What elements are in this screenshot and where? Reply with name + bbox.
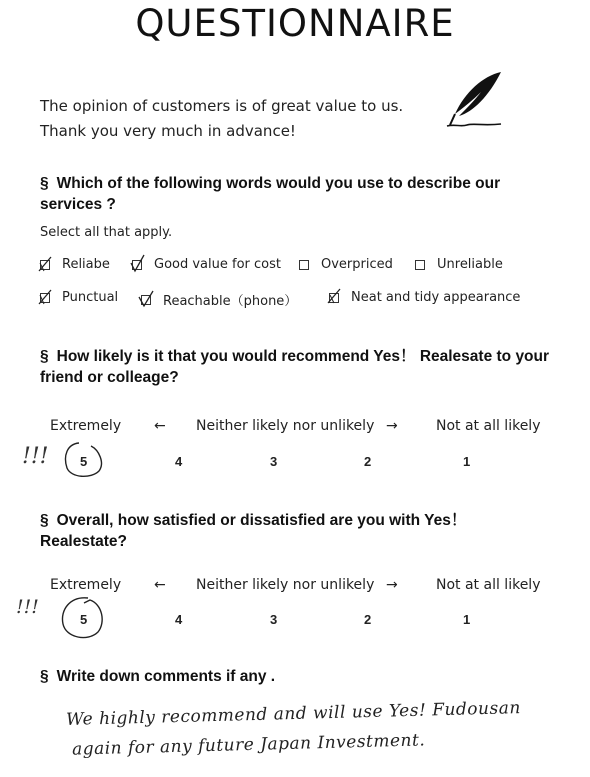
rating-1[interactable]: 1 — [463, 454, 471, 469]
page-title: QUESTIONNAIRE — [135, 2, 455, 45]
option-unreliable[interactable] — [415, 257, 503, 272]
section-mark: § — [40, 348, 49, 365]
question-4-text: Write down comments if any . — [56, 668, 276, 685]
handwritten-comment-line-2: again for any future Japan Investment. — [71, 730, 426, 760]
option-label: Overpriced — [321, 257, 393, 272]
rating-2[interactable]: 2 — [364, 454, 372, 469]
handwritten-exclamations: !!! — [16, 596, 39, 618]
question-2 — [40, 346, 550, 388]
option-label: Reliabe — [62, 257, 110, 272]
arrow-right-icon: → — [386, 418, 398, 434]
checkbox-unchecked[interactable] — [415, 260, 425, 270]
option-label: Punctual — [62, 290, 119, 305]
rating-4[interactable]: 4 — [175, 612, 183, 627]
question-3-text: Overall, how satisfied or dissatisfied are you with Yes！ Realestate? — [40, 512, 467, 550]
section-mark: § — [40, 175, 49, 192]
question-4 — [40, 666, 540, 687]
handwritten-exclamations: !!! — [22, 444, 49, 469]
scale-left-label: Extremely — [50, 577, 122, 593]
section-mark: § — [40, 668, 49, 685]
option-overpriced[interactable] — [299, 257, 393, 272]
question-1-instruction: Select all that apply. — [40, 225, 173, 240]
scale-middle-label: Neither likely nor unlikely — [196, 577, 375, 593]
intro-line-1: The opinion of customers is of great value to us. — [40, 97, 404, 115]
checkbox-checked[interactable] — [40, 260, 50, 270]
option-label: Reachable（phone） — [163, 294, 298, 309]
scale-left-label: Extremely — [50, 418, 122, 434]
arrow-left-icon: ← — [154, 418, 166, 434]
question-3 — [40, 510, 540, 552]
question-1-text: Which of the following words would you use to describe our services ? — [40, 175, 501, 213]
handwritten-comment-line-1: We highly recommend and will use Yes! Fudousan — [65, 698, 522, 730]
rating-1[interactable]: 1 — [463, 612, 471, 627]
rating-3[interactable]: 3 — [270, 612, 278, 627]
checkbox-checked[interactable] — [40, 293, 50, 303]
rating-5[interactable]: 5 — [80, 612, 88, 627]
rating-5[interactable]: 5 — [80, 454, 88, 469]
option-label: Unreliable — [437, 257, 503, 272]
option-reliable[interactable] — [40, 257, 110, 272]
intro-line-2: Thank you very much in advance! — [40, 122, 296, 140]
quill-pen-icon — [443, 70, 505, 137]
option-reachable[interactable] — [141, 290, 297, 309]
question-2-text: How likely is it that you would recommend Yes！ Realesate to your friend or colleage? — [40, 348, 550, 386]
option-punctual[interactable] — [40, 290, 118, 305]
arrow-right-icon: → — [386, 577, 398, 593]
option-label: Good value for cost — [154, 257, 281, 272]
checkbox-checked[interactable] — [329, 293, 339, 303]
scale-right-label: Not at all likely — [436, 418, 541, 434]
scale-middle-label: Neither likely nor unlikely — [196, 418, 375, 434]
checkbox-unchecked[interactable] — [299, 260, 309, 270]
checkbox-checked[interactable] — [132, 260, 142, 270]
rating-4[interactable]: 4 — [175, 454, 183, 469]
scale-right-label: Not at all likely — [436, 577, 541, 593]
option-neat-tidy[interactable] — [329, 290, 520, 305]
section-mark: § — [40, 512, 49, 529]
question-1 — [40, 173, 550, 215]
option-good-value[interactable] — [132, 257, 281, 272]
checkbox-checked[interactable] — [141, 295, 151, 305]
option-label: Neat and tidy appearance — [351, 290, 521, 305]
arrow-left-icon: ← — [154, 577, 166, 593]
rating-2[interactable]: 2 — [364, 612, 372, 627]
rating-3[interactable]: 3 — [270, 454, 278, 469]
